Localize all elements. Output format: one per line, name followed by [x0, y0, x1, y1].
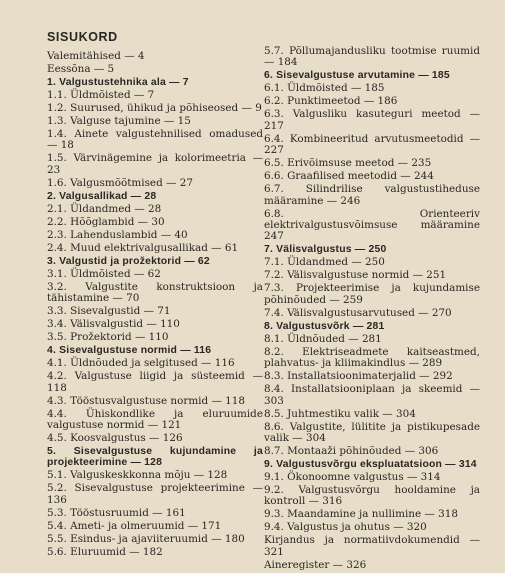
toc-entry: 8.2. Elektriseadmete kaitseastmed, plahvatus- ja kliimakindlus — 289	[264, 345, 480, 370]
toc-entry: 3.4. Välisvalgustid — 110	[47, 318, 180, 331]
toc-entry: 1.5. Värvinägemine ja kolorimeetria — 23	[47, 152, 263, 176]
toc-entry: 7.4. Välisvalgustusarvutused — 270	[264, 306, 452, 319]
toc-entry: 5.6. Eluruumid — 182	[47, 545, 163, 558]
toc-entry: 3.1. Üldmõisted — 62	[47, 267, 161, 280]
toc-entry: 5.7. Põllumajandusliku tootmise ruumid — 184	[264, 45, 480, 69]
toc-entry: 2.4. Muud elektrivalgusallikad — 61	[47, 241, 239, 254]
toc-entry: Eessõna — 5	[47, 63, 115, 75]
toc-entry: 9.3. Maandamine ja nullimine — 318	[264, 508, 458, 521]
toc-chapter: 6. Sisevalgustuse arvutamine — 185	[264, 70, 450, 82]
toc-entry: 4.2. Valgustuse liigid ja süsteemid — 118	[47, 370, 263, 394]
toc-entry: 6.7. Silindrilise valgustustiheduse määramine — 246	[264, 183, 480, 207]
toc-column-left	[47, 51, 263, 560]
toc-entry: 6.5. Erivõimsuse meetod — 235	[264, 157, 432, 170]
toc-entry: 1.1. Üldmõisted — 7	[47, 89, 155, 101]
toc-entry: 6.3. Valgusliku kasuteguri meetod — 217	[264, 108, 480, 132]
toc-entry: 1.3. Valguse tajumine — 15	[47, 115, 191, 127]
toc-entry: 6.8. Orienteeriv elektrivalgustusvõimsuse määramine 247	[264, 207, 480, 243]
toc-entry: 8.1. Üldnõuded — 281	[264, 332, 382, 345]
toc-entry: 7.1. Üldandmed — 250	[264, 256, 385, 269]
toc-entry: 7.3. Projekteerimise ja kujundamise põhinõuded — 259	[264, 282, 480, 306]
toc-entry: 9.1. Ökonoomne valgustus — 314	[264, 471, 441, 484]
toc-entry: 7.2. Välisvalgustuse normid — 251	[264, 269, 447, 282]
toc-entry: Aineregister — 326	[264, 558, 367, 571]
toc-entry: 3.5. Prožektorid — 110	[47, 331, 169, 344]
toc-entry: 6.4. Kombineeritud arvutusmeetodid — 227	[264, 132, 480, 157]
toc-entry: 3.2. Valgustite konstruktsioon ja tähistamine — 70	[47, 280, 263, 305]
toc-chapter: 5. Sisevalgustuse kujundamine ja projekteerimine — 128	[47, 446, 263, 469]
toc-entry: 5.1. Valguskeskkonna mõju — 128	[47, 469, 228, 482]
toc-entry: 6.2. Punktimeetod — 186	[264, 95, 398, 108]
toc-entry: 5.5. Esindus- ja ajaviiteruumid — 180	[47, 532, 245, 545]
toc-entry: 1.4. Ainete valgustehnilised omadused — 18	[47, 128, 263, 152]
toc-entry: 4.1. Üldnõuded ja selgitused — 116	[47, 357, 235, 370]
toc-entry: 1.2. Suurused, ühikud ja põhiseosed — 9	[47, 102, 262, 114]
toc-chapter: 7. Välisvalgustus — 250	[264, 244, 387, 256]
toc-heading: SISUKORD	[47, 30, 118, 44]
toc-entry: 9.2. Valgustusvõrgu hooldamine ja kontroll — 316	[264, 484, 480, 508]
toc-entry: 5.3. Tööstusruumid — 161	[47, 506, 186, 519]
toc-entry: Valemitähised — 4	[47, 50, 145, 62]
toc-chapter: 1. Valgustustehnika ala — 7	[47, 77, 189, 88]
toc-entry: 5.4. Ameti- ja olmeruumid — 171	[47, 519, 222, 532]
toc-entry: Kirjandus ja normatiivdokumendid — 321	[264, 534, 480, 558]
toc-entry: 6.6. Graafilised meetodid — 244	[264, 170, 434, 183]
toc-entry: 6.1. Üldmõisted — 185	[264, 82, 385, 95]
toc-entry: 2.3. Lahenduslambid — 40	[47, 228, 188, 241]
toc-chapter: 8. Valgustusvõrk — 281	[264, 320, 385, 332]
toc-chapter: 2. Valgusallikad — 28	[47, 190, 157, 202]
toc-entry: 2.1. Üldandmed — 28	[47, 202, 162, 215]
toc-chapter: 4. Sisevalgustuse normid — 116	[47, 345, 212, 357]
toc-entry: 8.4. Installatsiooniplaan ja skeemid — 303	[264, 383, 480, 407]
toc-entry: 8.7. Montaaži põhinõuded — 306	[264, 445, 439, 458]
toc-entry: 3.3. Sisevalgustid — 71	[47, 305, 171, 318]
toc-chapter: 3. Valgustid ja prožektorid — 62	[47, 255, 210, 267]
toc-entry: 4.4. Ühiskondlike ja eluruumide valgustuse normid — 121	[47, 407, 263, 432]
toc-entry: 4.5. Koosvalgustus — 126	[47, 432, 183, 445]
toc-entry: 2.2. Hõõglambid — 30	[47, 215, 165, 228]
toc-entry: 5.2. Sisevalgustuse projekteerimine — 136	[47, 482, 263, 506]
toc-entry: 8.6. Valgustite, lülitite ja pistikupesade valik — 304	[264, 420, 480, 445]
toc-entry: 9.4. Valgustus ja ohutus — 320	[264, 521, 427, 534]
toc-entry: 4.3. Tööstusvalgustuse normid — 118	[47, 394, 245, 407]
toc-entry: 1.6. Valgusmõõtmised — 27	[47, 176, 193, 189]
toc-entry: 8.5. Juhtmestiku valik — 304	[264, 407, 416, 420]
toc-entry: 8.3. Installatsioonimaterjalid — 292	[264, 370, 453, 383]
toc-column-right	[264, 46, 480, 573]
toc-chapter: 9. Valgustusvõrgu ekspluatatsioon — 314	[264, 459, 477, 471]
